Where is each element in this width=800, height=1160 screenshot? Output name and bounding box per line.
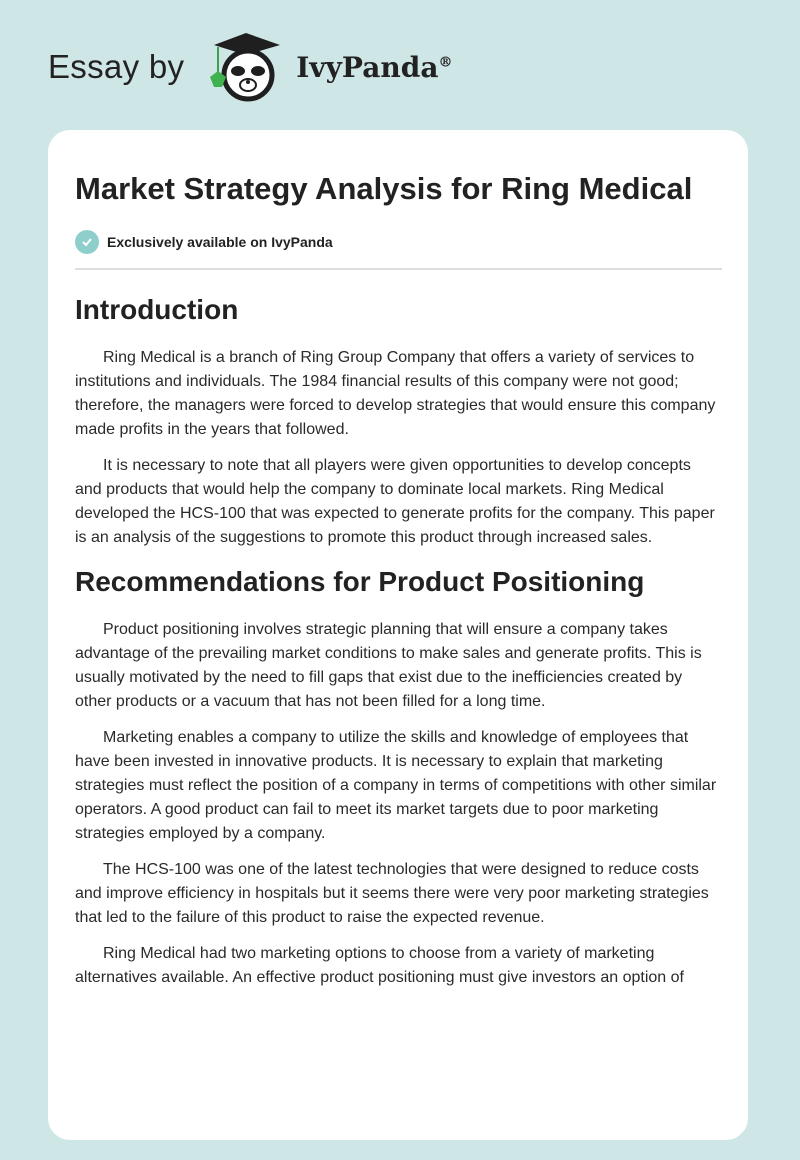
check-icon	[75, 230, 99, 254]
page-title: Market Strategy Analysis for Ring Medical	[75, 171, 693, 206]
badge-text: Exclusively available on IvyPanda	[107, 234, 333, 250]
ivypanda-logo-icon[interactable]	[202, 31, 292, 103]
essay-card	[48, 130, 748, 1140]
paragraph: It is necessary to note that all players were given opportunities to develop concepts and products that would help the company to dominate local markets. Ring Medical developed the HCS-100 that was expected to generate profits for the company. This paper is an analysis of the suggestions to promote this product through increased sales.	[75, 457, 715, 546]
paragraph: Product positioning involves strategic planning that will ensure a company takes advantage of the prevailing market conditions to make sales and generate profits. This is usually motivated by the need to fill gaps that exist due to the inefficiencies created by other products or a vacuum that has not been filled for a long time.	[75, 621, 702, 710]
paragraph: Ring Medical had two marketing options to choose from a variety of marketing alternatives available. An effective product positioning must give investors an option of	[75, 945, 684, 986]
paragraph: Ring Medical is a branch of Ring Group Company that offers a variety of services to institutions and individuals. The 1984 financial results of this company were not good; therefore, the managers were forced to develop strategies that would ensure this company made profits in the years that followed.	[75, 349, 716, 438]
paragraph: Marketing enables a company to utilize the skills and knowledge of employees that have been invested in innovative products. It is necessary to explain that marketing strategies must reflect the position of a company in terms of competitions with other similar operators. A good product can fail to meet its market targets due to poor marketing strategies employed by a company.	[75, 729, 717, 842]
section-heading: Introduction	[75, 294, 239, 325]
essay-by-label: Essay by	[48, 48, 185, 85]
exclusive-badge	[75, 230, 722, 254]
brand-name: IvyPanda®	[296, 50, 453, 84]
site-header	[48, 34, 452, 100]
section-heading: Recommendations for Product Positioning	[75, 566, 645, 597]
divider	[75, 268, 722, 270]
paragraph: The HCS-100 was one of the latest technologies that were designed to reduce costs and improve efficiency in hospitals but it seems there were very poor marketing strategies that led to the failure of this product to raise the expected revenue.	[75, 861, 709, 926]
